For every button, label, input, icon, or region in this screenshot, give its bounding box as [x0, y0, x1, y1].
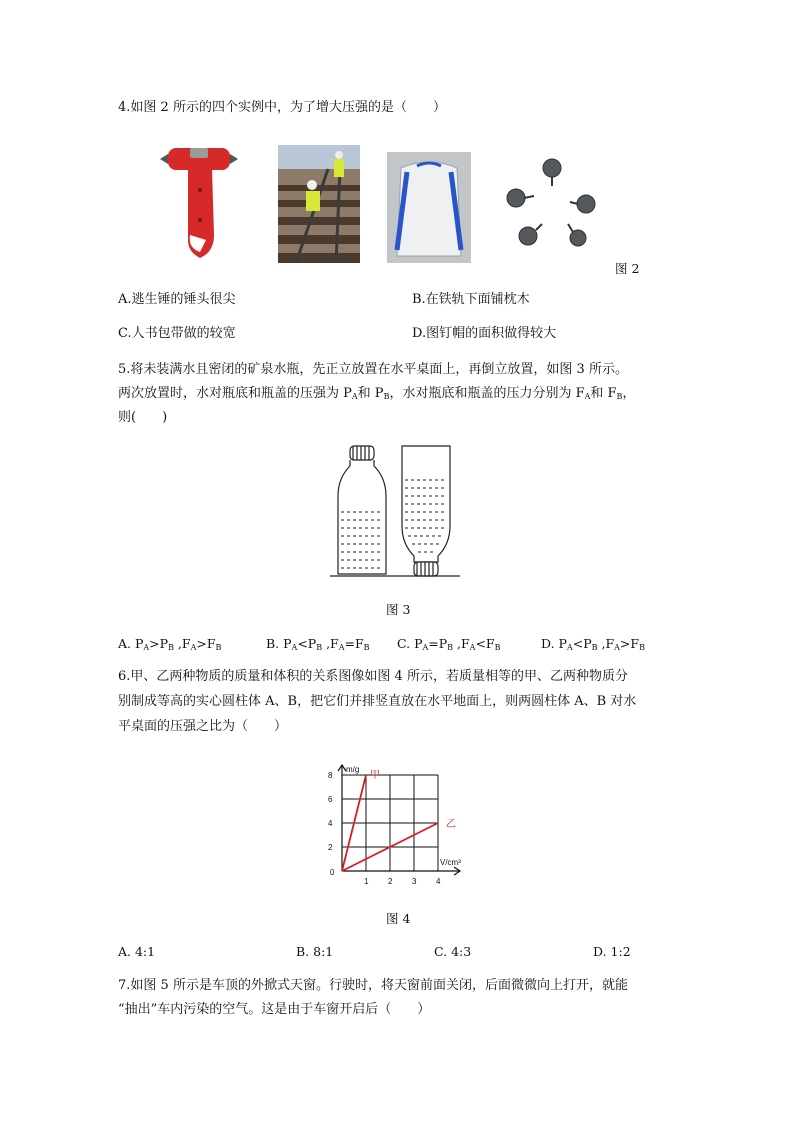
y-tick-label: 2 [328, 843, 333, 852]
figure-4-caption: 图 4 [386, 911, 411, 926]
q6-option-b: B. 8:1 [296, 944, 334, 959]
q6-line-1: 6.甲、乙两种物质的质量和体积的关系图像如图 4 所示，若质量相等的甲、乙两种物质分 [118, 669, 628, 684]
figure-4-chart [320, 755, 480, 895]
q6-line-3: 平桌面的压强之比为（ ） [118, 719, 288, 734]
x-tick-label: 3 [412, 877, 417, 886]
x-tick-label: 2 [388, 877, 393, 886]
x-tick-label: 4 [436, 877, 441, 886]
q4-option-b: B.在铁轨下面铺枕木 [412, 292, 530, 307]
q5-option-a: A. $P_A>P_B$ $,F_A>F_B$ [118, 636, 222, 652]
q6-option-a: A. 4:1 [118, 944, 156, 959]
q4-option-a: A.逃生锤的锤头很尖 [118, 292, 236, 307]
q5-line-2: 两次放置时，水对瓶底和瓶盖的压强为 $P_A$和 $P_B$，水对瓶底和瓶盖的压力分别为 $F_A$和 $F_B$， [118, 386, 636, 401]
q5-option-b: B. $P_A<P_B$ $,F_A=F_B$ [266, 636, 370, 652]
y-tick-label: 8 [328, 771, 333, 780]
q5-option-c: C. $P_A=P_B$ $,F_A<F_B$ [397, 636, 501, 652]
x-axis-label: V/cm³ [440, 858, 461, 867]
q6-option-c: C. 4:3 [434, 944, 472, 959]
x-tick-label: 1 [364, 877, 369, 886]
upright-bottle [338, 446, 386, 574]
railway-worker-image [278, 145, 360, 263]
thumbtacks-image [500, 158, 600, 250]
mass-volume-chart [320, 755, 480, 895]
figure-3-caption: 图 3 [386, 602, 411, 617]
q6-line-2: 别制成等高的实心圆柱体 A、B，把它们并排竖直放在水平地面上，则两圆柱体 A、B 对水 [118, 694, 637, 709]
escape-hammer-image [160, 140, 240, 265]
y-tick-label: 6 [328, 795, 333, 804]
series-label: 甲 [370, 770, 380, 781]
q4-option-d: D.图钉帽的面积做得较大 [412, 326, 557, 341]
q4-stem: 4.如图 2 所示的四个实例中，为了增大压强的是（ ） [118, 100, 446, 115]
q7-line-2: “抽出”车内污染的空气。这是由于车窗开启后（ ） [118, 1002, 431, 1017]
q4-option-c: C.人书包带做的较宽 [118, 326, 236, 341]
q5-line-3: 则( ) [118, 410, 168, 425]
y-tick-label: 4 [328, 819, 333, 828]
figure-2-caption: 图 2 [615, 261, 640, 276]
backpack-image [387, 152, 471, 263]
y-axis-label: m/g [346, 765, 360, 774]
q5-option-d: D. $P_A<P_B$ $,F_A>F_B$ [541, 636, 645, 652]
origin-label: 0 [330, 868, 335, 877]
figure-3-bottles [330, 440, 460, 580]
q5-line-1: 5.将未装满水且密闭的矿泉水瓶，先正立放置在水平桌面上，再倒立放置，如图 3 所示。 [118, 362, 628, 377]
inverted-bottle [402, 446, 450, 576]
q6-option-d: D. 1:2 [593, 944, 631, 959]
q7-line-1: 7.如图 5 所示是车顶的外掀式天窗。行驶时，将天窗前面关闭，后面微微向上打开，就能 [118, 978, 628, 993]
series-label: 乙 [446, 819, 456, 830]
